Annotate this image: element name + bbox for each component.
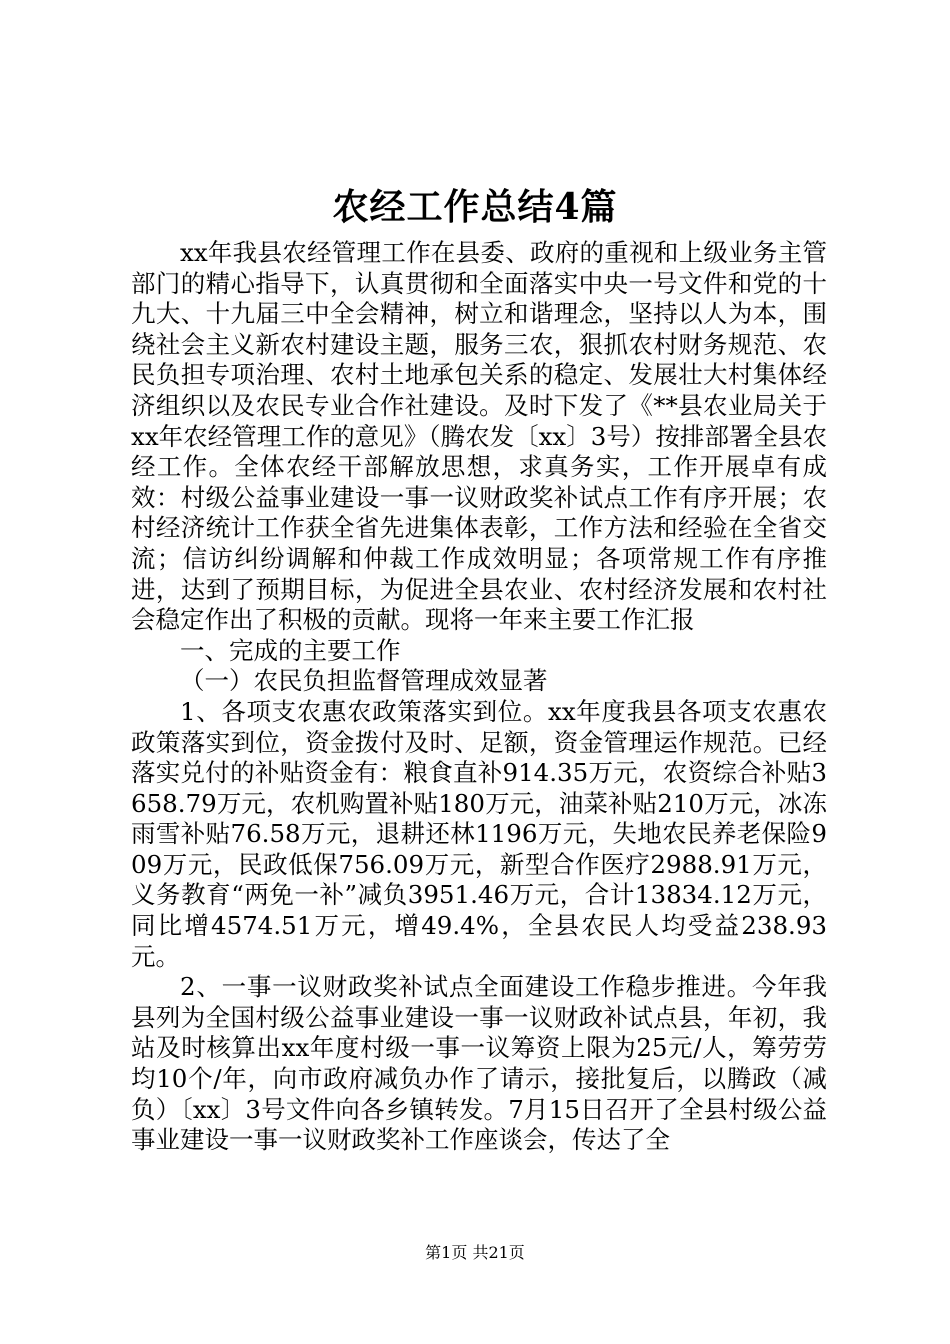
- subsection-heading: （一）农民负担监督管理成效显著: [180, 666, 548, 696]
- body-paragraph: 1、各项支农惠农政策落实到位。xx年度我县各项支农惠农政策落实到位，资金拨付及时、足额，资金管理运作规范。已经落实兑付的补贴资金有：粮食直补914.35万元，农资综合补贴3658.79万元，农机购置补贴180万元，油菜补贴210万元，冰冻雨雪补贴76.58万元，退耕还林1196万元，失地农民养老保险909万元，民政低保756.09万元，新型合作医疗2988.91万元，义务教育“两免一补”减负3951.46万元，合计13834.12万元，同比增4574.51万元，增49.4%，全县农民人均受益238.93元。: [131, 696, 827, 971]
- body-paragraph: xx年我县农经管理工作在县委、政府的重视和上级业务主管部门的精心指导下，认真贯彻和全面落实中央一号文件和党的十九大、十九届三中全会精神，树立和谐理念，坚持以人为本，围绕社会主义新农村建设主题，服务三农，狠抓农村财务规范、农民负担专项治理、农村土地承包关系的稳定、发展壮大村集体经济组织以及农民专业合作社建设。及时下发了《**县农业局关于xx年农经管理工作的意见》（腾农发〔xx〕3号）按排部署全县农经工作。全体农经干部解放思想，求真务实，工作开展卓有成效：村级公益事业建设一事一议财政奖补试点工作有序开展；农村经济统计工作获全省先进集体表彰，工作方法和经验在全省交流；信访纠纷调解和仲裁工作成效明显；各项常规工作有序推进，达到了预期目标，为促进全县农业、农村经济发展和农村社会稳定作出了积极的贡献。现将一年来主要工作汇报: [131, 238, 827, 635]
- document-title: 农经工作总结4篇: [332, 186, 618, 228]
- body-paragraph: 2、一事一议财政奖补试点全面建设工作稳步推进。今年我县列为全国村级公益事业建设一事一议财政补试点县，年初，我站及时核算出xx年度村级一事一议筹资上限为25元/人，筹劳劳均10个/年，向市政府减负办作了请示，接批复后，以腾政（减负）〔xx〕3号文件向各乡镇转发。7月15日召开了全县村级公益事业建设一事一议财政奖补工作座谈会，传达了全: [131, 972, 827, 1155]
- document-body: [131, 238, 827, 1156]
- section-heading: 一、完成的主要工作: [180, 635, 401, 665]
- page-footer: 第1页 共21页: [425, 1243, 525, 1262]
